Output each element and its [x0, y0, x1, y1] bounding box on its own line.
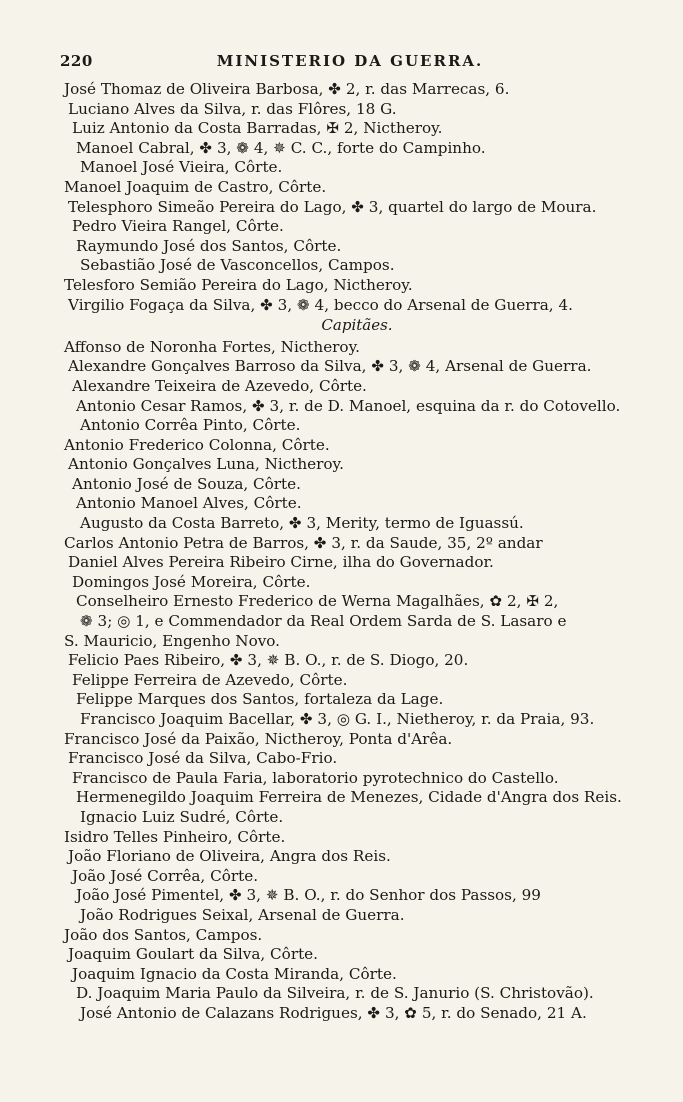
list-item: João José Corrêa, Côrte. — [72, 866, 259, 885]
list-item: Raymundo José dos Santos, Côrte. — [76, 236, 342, 255]
list-item: Francisco Joaquim Bacellar, ✤ 3, ◎ G. I., Nietheroy, r. da Praia, 93. — [80, 710, 595, 728]
list-item: Alexandre Teixeira de Azevedo, Côrte. — [72, 376, 367, 395]
list-item: José Thomaz de Oliveira Barbosa, ✤ 2, r. das Marrecas, 6. — [64, 80, 510, 98]
list-item: Affonso de Noronha Fortes, Nictheroy. — [64, 337, 360, 356]
list-item: João Rodrigues Seixal, Arsenal de Guerra. — [80, 905, 405, 924]
officer-list — [62, 80, 652, 1024]
list-item: Manoel Joaquim de Castro, Côrte. — [64, 177, 327, 196]
list-item: Felippe Marques dos Santos, fortaleza da Lage. — [76, 690, 444, 709]
list-item: João José Pimentel, ✤ 3, ✵ B. O., r. do Senhor dos Passos, 99 — [76, 886, 541, 905]
list-item: Ignacio Luiz Sudré, Côrte. — [80, 807, 284, 826]
list-item: ❁ 3; ◎ 1, e Commendador da Real Ordem Sarda de S. Lasaro e — [80, 612, 567, 631]
list-item: D. Joaquim Maria Paulo da Silveira, r. de S. Janurio (S. Christovão). — [76, 984, 594, 1003]
list-item: Francisco José da Silva, Cabo-Frio. — [68, 749, 338, 768]
page-number: 220 — [60, 52, 93, 70]
section-heading-capitaes: Capitães. — [321, 316, 393, 335]
entries-top-group — [62, 80, 652, 315]
list-item: Antonio Corrêa Pinto, Côrte. — [80, 416, 301, 435]
list-item: João Floriano de Oliveira, Angra dos Reis. — [68, 847, 391, 866]
list-item: Luiz Antonio da Costa Barradas, ✠ 2, Nictheroy. — [72, 119, 443, 138]
list-item: S. Mauricio, Engenho Novo. — [64, 631, 281, 650]
list-item: Luciano Alves da Silva, r. das Flôres, 18 G. — [68, 99, 397, 118]
list-item: Sebastião José de Vasconcellos, Campos. — [80, 256, 395, 275]
list-item: Antonio Gonçalves Luna, Nictheroy. — [68, 455, 344, 474]
list-item: Daniel Alves Pereira Ribeiro Cirne, ilha do Governador. — [68, 553, 494, 572]
list-item: Joaquim Goulart da Silva, Côrte. — [68, 945, 318, 964]
list-item: Carlos Antonio Petra de Barros, ✤ 3, r. da Saude, 35, 2º andar — [64, 533, 543, 552]
list-item: Manoel Cabral, ✤ 3, ❁ 4, ✵ C. C., forte do Campinho. — [76, 138, 486, 157]
list-item: Conselheiro Ernesto Frederico de Werna Magalhães, ✿ 2, ✠ 2, — [76, 592, 559, 611]
list-item: José Antonio de Calazans Rodrigues, ✤ 3, ✿ 5, r. do Senado, 21 A. — [80, 1003, 587, 1022]
list-item: Isidro Telles Pinheiro, Côrte. — [64, 827, 286, 846]
list-item: Felippe Ferreira de Azevedo, Côrte. — [72, 670, 348, 689]
list-item: Francisco José da Paixão, Nictheroy, Ponta d'Arêa. — [64, 729, 453, 748]
list-item: Francisco de Paula Faria, laboratorio pyrotechnico do Castello. — [72, 768, 559, 787]
list-item: Antonio Manoel Alves, Côrte. — [76, 494, 302, 513]
page-header — [60, 52, 640, 74]
list-item: Alexandre Gonçalves Barroso da Silva, ✤ 3, ❁ 4, Arsenal de Guerra. — [68, 357, 592, 376]
list-item: Antonio Cesar Ramos, ✤ 3, r. de D. Manoel, esquina da r. do Cotovello. — [76, 396, 621, 415]
list-item: Antonio José de Souza, Côrte. — [72, 474, 301, 493]
list-item: Antonio Frederico Colonna, Côrte. — [64, 435, 330, 454]
list-item: Manoel José Vieira, Côrte. — [80, 158, 283, 177]
list-item: Joaquim Ignacio da Costa Miranda, Côrte. — [72, 964, 397, 983]
entries-capitaes-group — [62, 338, 652, 1024]
running-title: MINISTERIO DA GUERRA. — [216, 52, 484, 70]
list-item: Telesforo Semião Pereira do Lago, Nictheroy. — [64, 275, 413, 294]
list-item: João dos Santos, Campos. — [64, 925, 263, 944]
list-item: Pedro Vieira Rangel, Côrte. — [72, 217, 284, 236]
list-item: Virgilio Fogaça da Silva, ✤ 3, ❁ 4, becco do Arsenal de Guerra, 4. — [68, 295, 573, 314]
list-item: Augusto da Costa Barreto, ✤ 3, Merity, termo de Iguassú. — [80, 514, 524, 533]
list-item: Felicio Paes Ribeiro, ✤ 3, ✵ B. O., r. de S. Diogo, 20. — [68, 651, 469, 670]
list-item: Telesphoro Simeão Pereira do Lago, ✤ 3, quartel do largo de Moura. — [68, 197, 597, 216]
list-item: Domingos José Moreira, Côrte. — [72, 572, 311, 591]
list-item: Hermenegildo Joaquim Ferreira de Menezes, Cidade d'Angra dos Reis. — [76, 788, 622, 807]
